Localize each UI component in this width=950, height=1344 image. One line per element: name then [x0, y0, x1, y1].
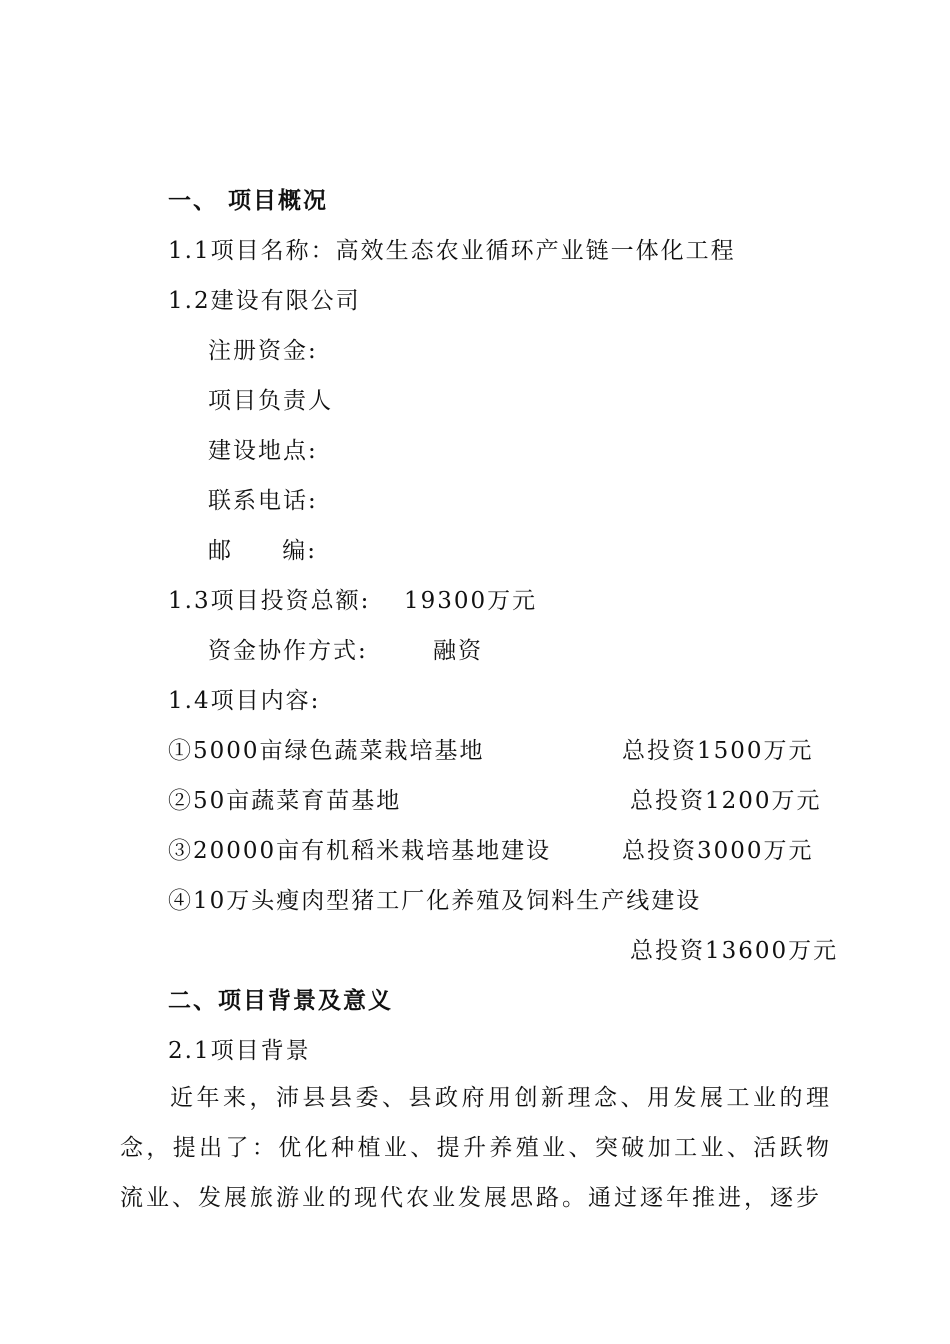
content-item-investment: 总投资1200万元 — [630, 788, 822, 814]
item-1-3-label: 1.3项目投资总额: — [168, 588, 371, 614]
item-1-2: 1.2建设有限公司 — [168, 288, 361, 314]
item-1-3-value: 19300万元 — [404, 588, 538, 614]
content-item-name: ①5000亩绿色蔬菜栽培基地 — [168, 738, 485, 764]
item-2-1: 2.1项目背景 — [168, 1038, 311, 1064]
funding-label: 资金协作方式: — [208, 638, 368, 664]
item-1-4: 1.4项目内容: — [168, 688, 321, 714]
content-item-investment: 总投资13600万元 — [630, 938, 839, 964]
section-1-heading: 一、 项目概况 — [168, 188, 329, 214]
funding-value: 融资 — [433, 638, 483, 664]
content-item-name: ②50亩蔬菜育苗基地 — [168, 788, 402, 814]
content-item-investment: 总投资3000万元 — [622, 838, 814, 864]
content-item-name: ④10万头瘦肉型猪工厂化养殖及饲料生产线建设 — [168, 888, 702, 914]
section-2-heading: 二、项目背景及意义 — [168, 988, 393, 1014]
background-paragraph: 近年来，沛县县委、县政府用创新理念、用发展工业的理念，提出了：优化种植业、提升养殖业、突破加工业、活跃物流业、发展旅游业的现代农业发展思路。通过逐年推进，逐步 — [120, 1085, 832, 1211]
postcode-label: 邮 编: — [208, 538, 318, 564]
registered-capital-label: 注册资金: — [208, 338, 318, 364]
project-leader-label: 项目负责人 — [208, 388, 333, 414]
location-label: 建设地点: — [208, 438, 318, 464]
content-item-name: ③20000亩有机稻米栽培基地建设 — [168, 838, 552, 864]
phone-label: 联系电话: — [208, 488, 318, 514]
content-item-investment: 总投资1500万元 — [622, 738, 814, 764]
item-1-1: 1.1项目名称：高效生态农业循环产业链一体化工程 — [168, 238, 736, 264]
